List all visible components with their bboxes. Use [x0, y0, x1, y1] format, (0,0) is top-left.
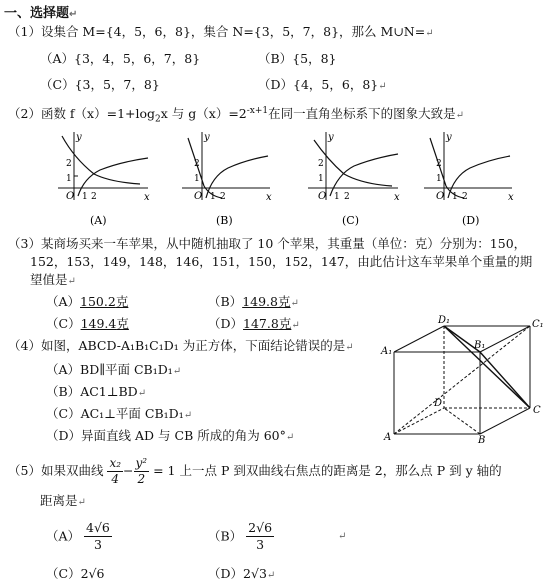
q3-option-a[interactable]: （A）150.2克 — [46, 294, 129, 309]
q5-option-b[interactable]: （B） $\frac{2√6}{3}$ ↵ — [208, 520, 347, 552]
axis-y-label: y — [76, 132, 82, 143]
q5-option-d[interactable]: （D）2√3↵ — [208, 566, 276, 581]
graph-d-label: (D) — [462, 214, 480, 227]
q1-option-a[interactable]: （A）{3，4，5，6，7，8} — [40, 51, 201, 66]
q1-option-b[interactable]: （B）{5，8} — [258, 51, 337, 66]
label-a1: A₁ — [381, 346, 393, 357]
q4-stem: （4）如图，ABCD-A₁B₁C₁D₁ 为正方体，下面结论错误的是↵ — [8, 338, 354, 353]
svg-text:2: 2 — [344, 192, 350, 202]
label-d1: D₁ — [438, 315, 451, 326]
label-b: B — [478, 435, 486, 444]
svg-text:y: y — [328, 132, 334, 143]
q2-graphs — [40, 126, 540, 232]
return-mark: ↵ — [69, 9, 78, 20]
svg-text:1: 1 — [194, 174, 200, 184]
q5-line2: 距离是↵ — [40, 493, 86, 508]
svg-text:y: y — [204, 132, 210, 143]
svg-text:2: 2 — [436, 159, 442, 169]
graph-b-label: (B) — [216, 214, 233, 227]
svg-text:x: x — [266, 192, 272, 203]
label-d: D — [434, 398, 443, 409]
q4-option-a[interactable]: （A）BD∥平面 CB₁D₁↵ — [46, 362, 182, 377]
svg-text:1: 1 — [452, 192, 458, 202]
svg-text:2: 2 — [194, 159, 200, 169]
svg-text:y: y — [446, 132, 452, 143]
graph-a — [58, 132, 150, 227]
section-title: 一、选择题↵ — [4, 6, 78, 21]
svg-text:2: 2 — [91, 192, 97, 202]
svg-text:1: 1 — [436, 174, 442, 184]
q5-option-a[interactable]: （A） $\frac{4√6}{3}$ — [46, 520, 110, 552]
svg-text:1: 1 — [334, 192, 340, 202]
q1-option-d[interactable]: （D）{4，5，6，8}↵ — [258, 77, 387, 92]
label-c: C — [533, 405, 541, 416]
svg-text:1: 1 — [318, 174, 324, 184]
svg-text:2: 2 — [66, 159, 72, 169]
graph-d — [424, 132, 514, 227]
q4-option-c[interactable]: （C）AC₁⊥平面 CB₁D₁↵ — [46, 406, 193, 421]
svg-text:O: O — [194, 191, 203, 202]
svg-text:O: O — [318, 191, 327, 202]
svg-text:2: 2 — [462, 192, 468, 202]
svg-text:x: x — [394, 192, 400, 203]
svg-text:x: x — [508, 192, 514, 203]
q3-line1: （3）某商场买来一车苹果，从中随机抽取了 10 个苹果，其重量（单位：克）分别为：150， — [8, 236, 527, 251]
svg-text:2: 2 — [318, 159, 324, 169]
q2-stem: （2）函数 $f(x)=1+\log_2x$ 与 $g(x)=2^{-x+1}$在同一直角坐标系下的图象大致是↵ — [8, 106, 465, 125]
q5-option-c[interactable]: （C）2√6 — [46, 566, 105, 581]
q3-option-b[interactable]: （B）149.8克↵ — [208, 294, 299, 309]
axis-x-label: x — [144, 192, 150, 203]
svg-text:2: 2 — [220, 192, 226, 202]
svg-text:O: O — [436, 191, 445, 202]
q1-option-c[interactable]: （C）{3，5，7，8} — [40, 77, 160, 92]
svg-text:1: 1 — [82, 192, 88, 202]
q3-option-d[interactable]: （D）147.8克↵ — [208, 316, 300, 331]
q4-option-b[interactable]: （B）AC1⊥BD↵ — [46, 384, 147, 399]
cube-figure — [380, 312, 546, 444]
origin-label: O — [66, 191, 75, 202]
q3-line2: 152，153，149，148，146，151，150，152，147，由此估计这车苹果单个重量的期 — [30, 254, 533, 269]
svg-text:1: 1 — [210, 192, 216, 202]
q4-option-d[interactable]: （D）异面直线 AD 与 CB 所成的角为 60°↵ — [46, 428, 295, 443]
q5-stem: （5）如果双曲线 $\frac{\text{x₂}}{4}$ − $\frac{\text{y²}}{2}$ = 1 上一点 P 到双曲线右焦点的距离是 2，那么点 P 到 y 轴的 — [8, 456, 502, 486]
label-a: A — [384, 432, 392, 443]
graph-b — [182, 132, 272, 227]
q1-stem: （1）设集合 M={4，5，6，8}，集合 N={3，5，7，8}，那么 M∪N=↵ — [8, 24, 434, 39]
label-c1: C₁ — [532, 319, 544, 330]
q3-line3: 望值是↵ — [30, 272, 76, 287]
q3-option-c[interactable]: （C）149.4克 — [46, 316, 129, 331]
graph-c — [308, 132, 400, 227]
graph-a-label: (A) — [90, 214, 107, 227]
graph-c-label: (C) — [342, 214, 359, 227]
label-b1: B₁ — [474, 340, 486, 351]
svg-text:1: 1 — [66, 174, 72, 184]
